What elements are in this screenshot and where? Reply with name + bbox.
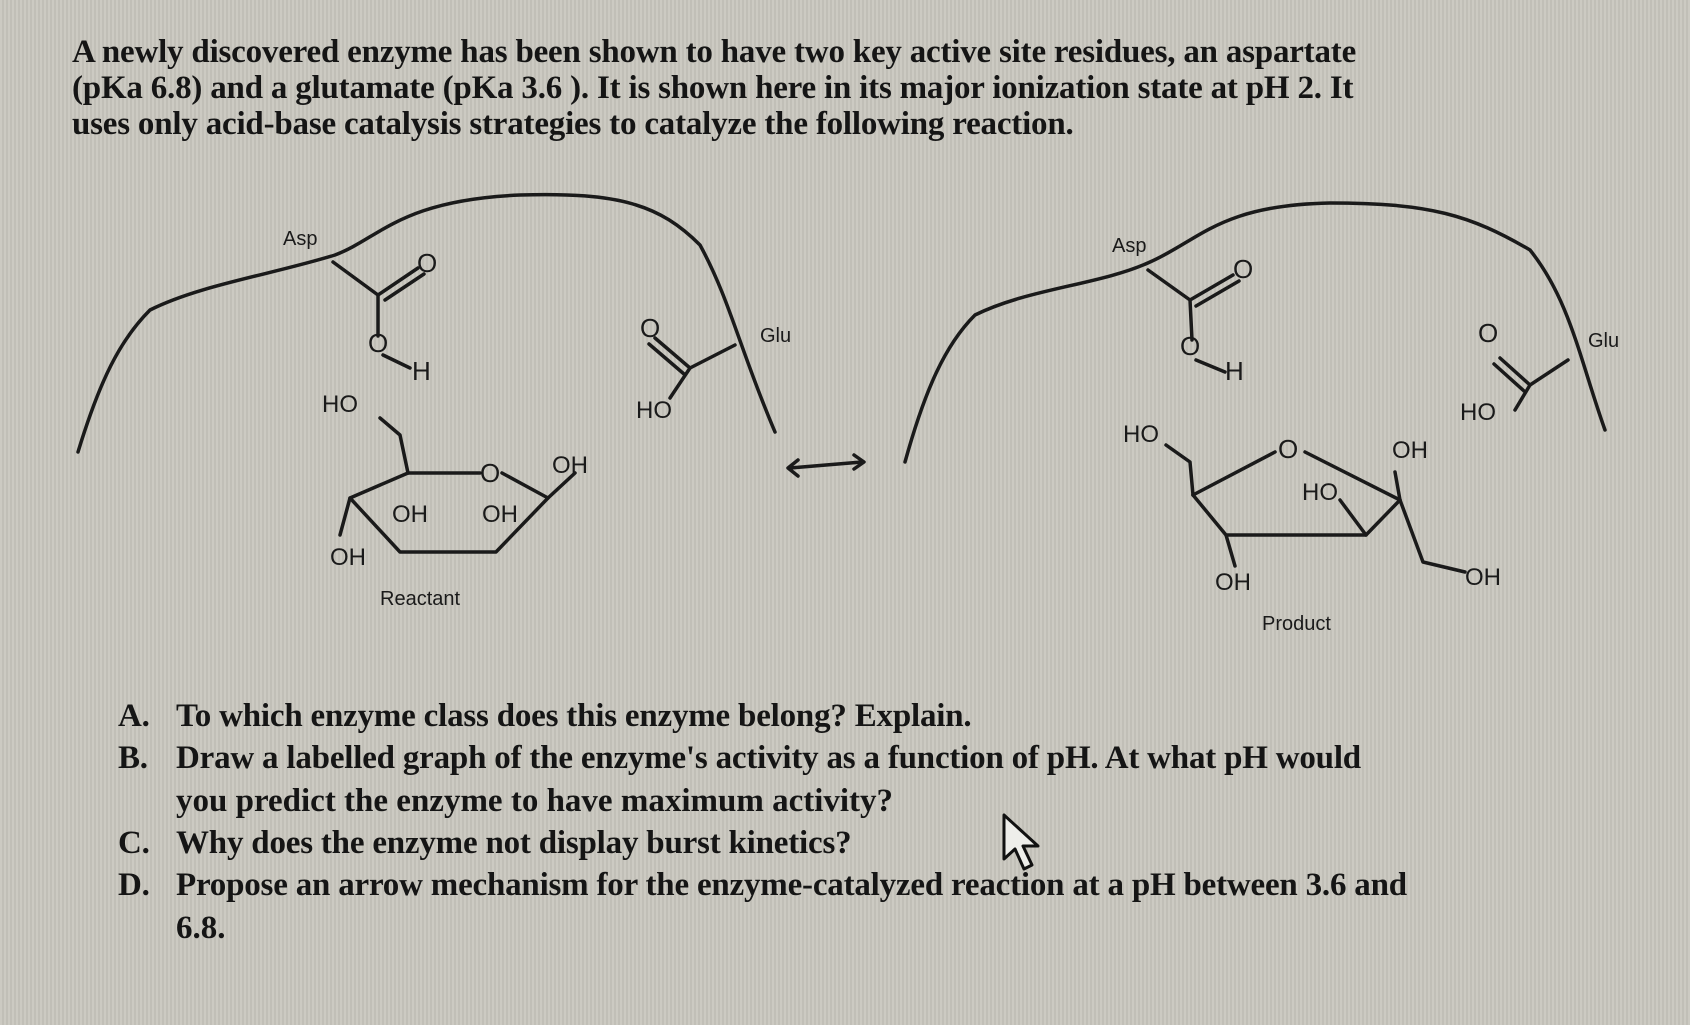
product-asp-label: Asp (1112, 235, 1147, 257)
product-chain-oh: OH (1465, 564, 1501, 591)
question-a-letter: A. (118, 698, 150, 734)
question-d-letter: D. (118, 867, 150, 903)
reactant-glu-ho: HO (636, 397, 672, 424)
reactant-ch2-ho: HO (322, 391, 358, 418)
reactant-c4-oh: OH (330, 544, 366, 571)
reactant-glu-label: Glu (760, 325, 792, 347)
product-asp-h: H (1225, 356, 1244, 386)
product-ch2-ho: HO (1123, 421, 1159, 448)
product-enzyme-outline (905, 203, 1605, 462)
question-d-continuation: 6.8. (176, 910, 226, 946)
reactant-ring-o: O (480, 458, 501, 488)
reactant-c3-oh: OH (392, 501, 428, 528)
reactant-asp-carbonyl-o: O (417, 248, 438, 278)
question-b-continuation: you predict the enzyme to have maximum activity? (176, 783, 894, 819)
product-ring-ho: HO (1302, 479, 1338, 506)
product-asp-hydroxyl-o: O (1180, 331, 1201, 361)
question-a (118, 698, 971, 734)
mouse-pointer-icon (1000, 813, 1048, 873)
intro-line-1: A newly discovered enzyme has been shown to have two key active site residues, an aspartate (72, 34, 1357, 70)
intro-line-2: (pKa 6.8) and a glutamate (pKa 3.6 ). It is shown here in its major ionization state at pH 2. It (72, 70, 1354, 106)
question-c (118, 825, 851, 861)
product-ring-o: O (1278, 434, 1299, 464)
question-c-text: Why does the enzyme not display burst kinetics? (176, 825, 852, 861)
reactant-glu-carbonyl-o: O (640, 313, 661, 343)
question-d-text: Propose an arrow mechanism for the enzyme-catalyzed reaction at a pH between 3.6 and (176, 867, 1407, 903)
question-b (118, 740, 1361, 776)
question-c-letter: C. (118, 825, 150, 861)
reactant-asp-hydroxyl-o: O (368, 328, 389, 358)
reaction-arrow (790, 462, 862, 468)
question-b-text: Draw a labelled graph of the enzyme's activity as a function of pH. At what pH would (176, 740, 1361, 776)
reactant-anomeric-oh: OH (552, 452, 588, 479)
product-bottom-oh: OH (1215, 569, 1251, 596)
product-glu-ho: HO (1460, 399, 1496, 426)
reactant-c2-oh: OH (482, 501, 518, 528)
intro-line-3: uses only acid-base catalysis strategies to catalyze the following reaction. (72, 106, 1074, 142)
question-b-letter: B. (118, 740, 148, 776)
question-a-text: To which enzyme class does this enzyme belong? Explain. (176, 698, 972, 734)
reactant-asp-label: Asp (283, 228, 318, 250)
reactant-caption: Reactant (380, 588, 461, 610)
product-asp-carbonyl-o: O (1233, 254, 1254, 284)
product-caption: Product (1262, 613, 1331, 635)
reactant-asp-h: H (412, 356, 431, 386)
product-glu-label: Glu (1588, 330, 1620, 352)
product-top-oh: OH (1392, 437, 1428, 464)
question-d (118, 867, 1407, 903)
product-glu-carbonyl-o: O (1478, 318, 1499, 348)
